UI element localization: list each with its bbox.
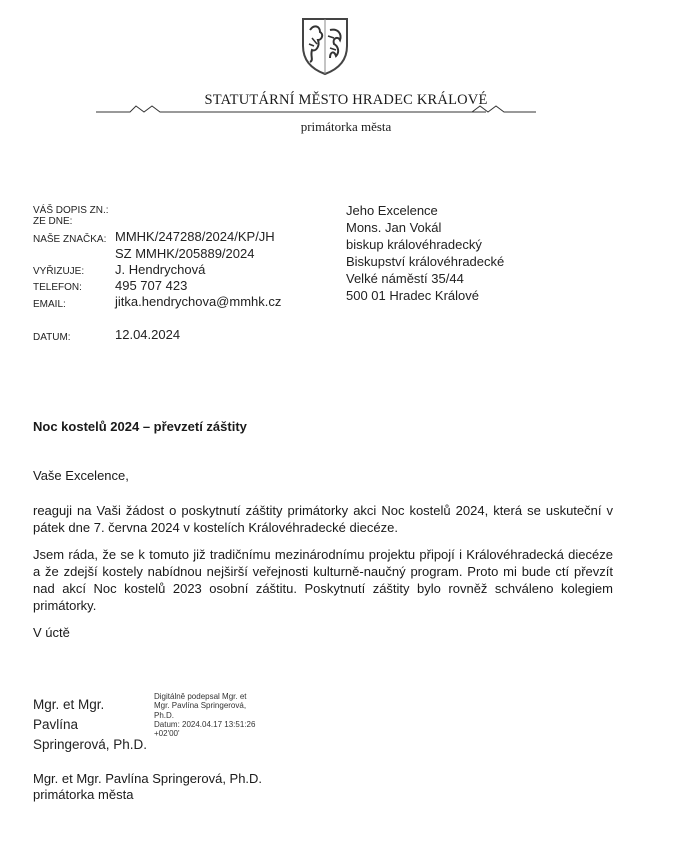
paragraph-2: Jsem ráda, že se k tomuto již tradičnímu mezinárodnímu projektu připojí i Královéhradecká diecéze a že zdejší kostely nabídnou nejširší veřejnosti kulturně-naučný program. Proto mi bude ctí převzít nad akcí Noc kostelů 2023 osobní záštitu. Poskytnutí záštity bylo rovněž schváleno kolegiem primátorky.	[33, 547, 613, 613]
email-label: EMAIL:	[33, 299, 66, 310]
signer-title: primátorka města	[33, 787, 134, 802]
recipient-line: Velké náměstí 35/44	[346, 271, 464, 286]
our-ref-label: NAŠE ZNAČKA:	[33, 234, 107, 245]
recipient-address	[346, 202, 504, 304]
date-received-label: ZE DNE:	[33, 216, 73, 227]
digital-signature-line: +02'00'	[154, 729, 180, 739]
phone-label: TELEFON:	[33, 282, 82, 293]
handled-by-value: J. Hendrychová	[115, 262, 206, 277]
signer-block	[33, 771, 262, 803]
coat-of-arms-icon	[300, 16, 350, 76]
closing: V úctě	[33, 625, 70, 640]
recipient-line: biskup královéhradecký	[346, 237, 482, 252]
signature-line: Springerová, Ph.D.	[33, 737, 148, 752]
org-name: STATUTÁRNÍ MĚSTO HRADEC KRÁLOVÉ	[204, 92, 488, 108]
digital-signature-line: Datum: 2024.04.17 13:51:26	[154, 719, 256, 729]
our-ref-value: MMHK/247288/2024/KP/JH	[115, 229, 275, 244]
header-subtitle: primátorka města	[300, 119, 392, 134]
signature-line: Mgr. et Mgr.	[33, 697, 105, 712]
paragraph-1: reaguji na Vaši žádost o poskytnutí záštity primátorky akci Noc kostelů 2024, která se uskuteční v pátek dne 7. června 2024 v kostelích Královéhradecké diecéze.	[33, 503, 613, 535]
signature-name	[33, 695, 147, 755]
email-value: jitka.hendrychova@mmhk.cz	[115, 294, 282, 309]
digital-signature-line: Digitálně podepsal Mgr. et	[154, 692, 247, 701]
recipient-line: Biskupství královéhradecké	[346, 254, 505, 269]
date-value: 12.04.2024	[115, 327, 181, 342]
recipient-line: 500 01 Hradec Králové	[346, 288, 479, 303]
signature-line: Pavlína	[33, 717, 79, 732]
your-letter-label: VÁŠ DOPIS ZN.:	[33, 205, 109, 216]
letter-subject: Noc kostelů 2024 – převzetí záštity	[33, 419, 247, 434]
phone-value: 495 707 423	[115, 278, 188, 293]
recipient-line: Mons. Jan Vokál	[346, 220, 442, 235]
our-ref-value-2: SZ MMHK/205889/2024	[115, 246, 255, 261]
digital-signature-line: Mgr. Pavlína Springerová,	[154, 701, 247, 711]
signer-name: Mgr. et Mgr. Pavlína Springerová, Ph.D.	[33, 771, 263, 786]
digital-signature-line: Ph.D.	[154, 710, 175, 720]
date-label: DATUM:	[33, 332, 71, 343]
digital-signature-info	[154, 692, 284, 738]
handled-by-label: VYŘIZUJE:	[33, 266, 85, 277]
salutation: Vaše Excelence,	[33, 468, 129, 483]
recipient-line: Jeho Excelence	[346, 203, 438, 218]
